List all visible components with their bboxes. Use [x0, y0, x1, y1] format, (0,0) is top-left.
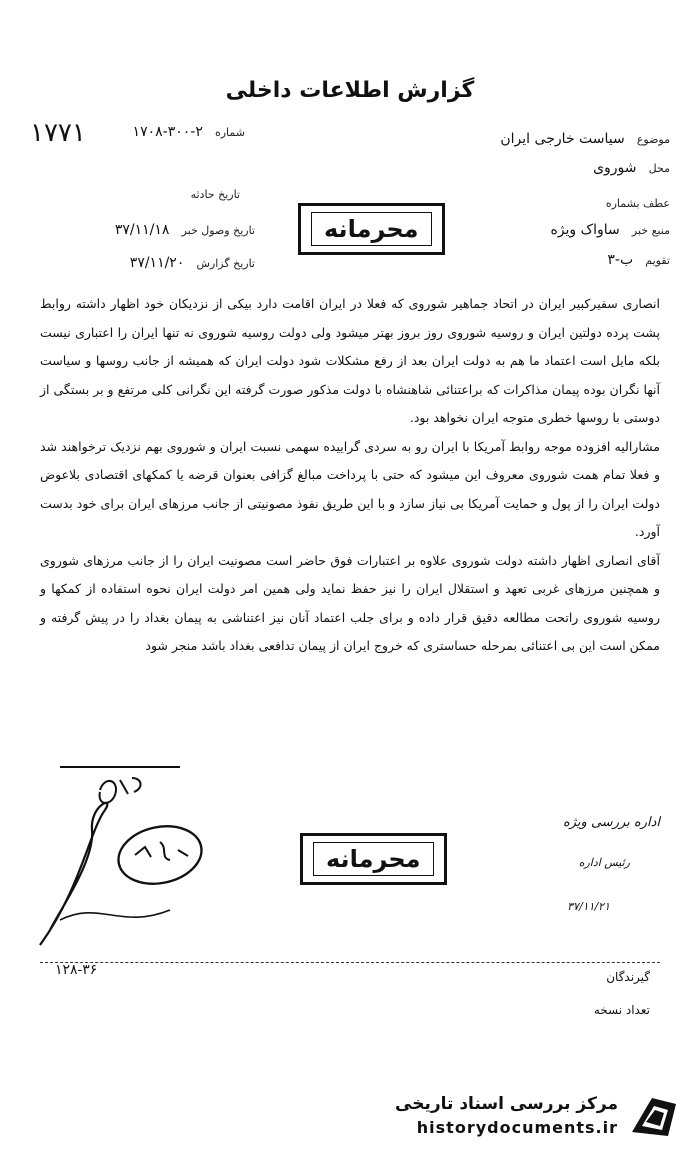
signature-right-3: ۳۷/۱۱/۲۱ [567, 900, 610, 913]
subject-label: موضوع [636, 133, 670, 146]
report-date-value: ۳۷/۱۱/۲۰ [129, 255, 185, 271]
subject-field [500, 131, 670, 147]
follow-field [598, 195, 670, 211]
evaluation-value: ب-۳ [607, 252, 634, 268]
source-date-label: تاریخ وصول خبر [181, 224, 255, 237]
stamp-bottom-text: محرمانه [313, 842, 434, 876]
archive-logo-icon [628, 1092, 680, 1138]
place-label: محل [648, 162, 670, 175]
evaluation-field [607, 252, 670, 268]
number-field [133, 124, 245, 140]
source-label: منبع خبر [631, 224, 670, 237]
paragraph-2: مشارالیه افزوده موجه روابط آمریکا با ایران رو به سردی گراییده سهمی نسبت ایران و شوروی بهم نزدیک ترخواهند شد و فعلا تمام همت شوروی معروف این میشود که حتی با پرداخت مبالغ گزافی بعنوان قرضه یا کمکهای اقتصادی بلاعوض دولت ایران را از پول و حمایت آمریکا بی نیاز سازد و با این طریق نفوذ مصونیتی از جانب مرزهای ایران برای خود بدست آورد. [40, 438, 660, 539]
source-field [550, 222, 670, 238]
signature-right-2: رئیس اداره [578, 856, 630, 869]
watermark-logo [395, 1090, 688, 1140]
event-date-label: تاریخ حادثه [190, 188, 240, 201]
footer-copies: تعداد نسخه [593, 1003, 650, 1017]
place-field [593, 160, 670, 176]
report-body [40, 290, 660, 661]
report-date-field [130, 255, 255, 271]
footer-archive-number: ۱۲۸-۳۶ [55, 962, 98, 978]
handwritten-number: ۱۷۷۱ [30, 118, 86, 148]
watermark-line-2: historydocuments.ir [416, 1118, 618, 1137]
confidential-stamp-bottom [300, 833, 447, 885]
paragraph-1: انصاری سفیرکبیر ایران در اتحاد جماهیر شوروی که فعلا در ایران اقامت دارد بیکی از نزدیکان خود اظهار داشته روابط پشت پرده دولتین ایران و روسیه شوروی روز بروز بهتر میشود ولی دولت روسیه شوروی نه تنها ایران را اعتباری نیست بلکه مایل است اعتماد ما هم به دولت ایران بعد از رفع مشکلات شود دولت ایران که همیشه از جانب روسها و سیاست آنها نگران بوده پیمان مذاکرات که براعتنائی شاهنشاه با دولت مذکور صورت گرفته این نگرانی کلی مرتفع و بر بستگی از دوستی با روسها خطری متوجه ایران نخواهد بود. [40, 296, 660, 425]
follow-label: عطف بشماره [605, 197, 670, 210]
source-date-value: ۳۷/۱۱/۱۸ [114, 222, 170, 238]
report-date-label: تاریخ گزارش [196, 257, 255, 270]
end-dash [60, 766, 180, 768]
number-label: شماره [214, 126, 245, 139]
handwritten-signatures [20, 770, 250, 960]
event-date-field [183, 186, 240, 202]
footer-divider [40, 962, 660, 963]
source-value: ساواک ویژه [550, 222, 620, 238]
number-value: ۲-۳۰۰-۱۷۰۸ [132, 124, 203, 140]
stamp-top-text: محرمانه [311, 212, 432, 246]
source-date-field [115, 222, 255, 238]
watermark-line-1: مرکز بررسی اسناد تاریخی [395, 1094, 618, 1114]
evaluation-label: تقویم [645, 254, 670, 267]
paragraph-3: آقای انصاری اظهار داشته دولت شوروی علاوه بر اعتبارات فوق حاضر است مصونیت ایران را از جانب مرزهای شوروی و همچنین مرزهای غربی تعهد و استقلال ایران را نیز حفظ نماید ولی همین امر دولت ایران نحوه استفاده از کمکها و روسیه شوروی راتحت مطالعه دقیق قرار داده و برای جلب اعتماد آنان نیز اعتناشی به پیمان بغداد را در پیش گرفته و ممکن است این بی اعتنائی بمرحله حساستری که خروج ایران از پیمان تدافعی بغداد باشد منجر شود [40, 552, 660, 653]
footer-recipients: گیرندگان [606, 970, 650, 984]
document-title: گزارش اطلاعات داخلی [225, 78, 475, 103]
subject-value: سیاست خارجی ایران [500, 131, 625, 147]
confidential-stamp-top [298, 203, 445, 255]
place-value: شوروی [593, 160, 637, 176]
signature-right-1: اداره بررسی ویژه [562, 815, 660, 830]
